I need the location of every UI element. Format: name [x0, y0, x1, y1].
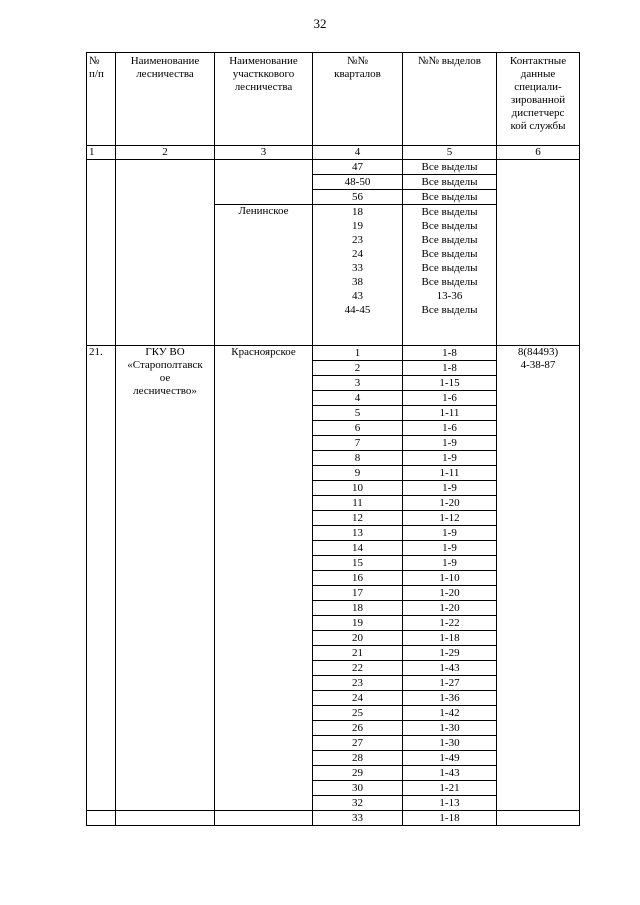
- sections-cell: 13-36: [403, 289, 497, 303]
- quarter-cell: 43: [313, 289, 403, 303]
- sections-cell: 1-18: [403, 631, 497, 646]
- quarter-cell: [313, 317, 403, 331]
- sections-cell: Все выделы: [403, 275, 497, 289]
- sections-cell: 1-20: [403, 601, 497, 616]
- table-row: [87, 346, 580, 361]
- page-number: 32: [313, 16, 327, 31]
- quarter-cell: 15: [313, 556, 403, 571]
- quarter-cell: 2: [313, 361, 403, 376]
- quarter-cell: 47: [313, 160, 403, 175]
- header-contact: Контактные данные специали- зированной диспетчерс кой службы: [497, 53, 580, 146]
- entry-number: 21.: [87, 346, 116, 811]
- sections-cell: 1-22: [403, 616, 497, 631]
- sections-cell: 1-49: [403, 751, 497, 766]
- quarter-cell: 1: [313, 346, 403, 361]
- sections-cell: Все выделы: [403, 219, 497, 233]
- district-name: Красноярское: [215, 346, 313, 811]
- quarter-cell: 12: [313, 511, 403, 526]
- forestry-cell: [116, 160, 215, 346]
- forestry-table: [86, 52, 580, 826]
- quarter-cell: 11: [313, 496, 403, 511]
- sections-cell: 1-18: [403, 811, 497, 826]
- quarter-cell: 21: [313, 646, 403, 661]
- sections-cell: 1-43: [403, 766, 497, 781]
- sections-cell: 1-30: [403, 736, 497, 751]
- sections-cell: 1-20: [403, 586, 497, 601]
- quarter-cell: 27: [313, 736, 403, 751]
- sections-cell: 1-6: [403, 391, 497, 406]
- sections-cell: Все выделы: [403, 205, 497, 220]
- quarter-cell: 7: [313, 436, 403, 451]
- sections-cell: 1-8: [403, 361, 497, 376]
- sections-cell: 1-15: [403, 376, 497, 391]
- quarter-cell: 33: [313, 811, 403, 826]
- column-number: 4: [313, 146, 403, 160]
- header-district: Наименование участккового лесничества: [215, 53, 313, 146]
- table-row: [87, 811, 580, 826]
- quarter-cell: 24: [313, 691, 403, 706]
- quarter-cell: 18: [313, 601, 403, 616]
- quarter-cell: 26: [313, 721, 403, 736]
- quarter-cell: 19: [313, 616, 403, 631]
- column-number-row: [87, 146, 580, 160]
- column-number: 5: [403, 146, 497, 160]
- quarter-cell: 25: [313, 706, 403, 721]
- quarter-cell: 13: [313, 526, 403, 541]
- sections-cell: 1-9: [403, 436, 497, 451]
- sections-cell: Все выделы: [403, 233, 497, 247]
- column-number: 3: [215, 146, 313, 160]
- sections-cell: 1-6: [403, 421, 497, 436]
- sections-cell: 1-9: [403, 451, 497, 466]
- quarter-cell: 20: [313, 631, 403, 646]
- sections-cell: Все выделы: [403, 303, 497, 317]
- column-number: 2: [116, 146, 215, 160]
- sections-cell: 1-11: [403, 466, 497, 481]
- quarter-cell: 23: [313, 676, 403, 691]
- quarter-cell: 38: [313, 275, 403, 289]
- quarter-cell: 29: [313, 766, 403, 781]
- sections-cell: 1-13: [403, 796, 497, 811]
- sections-cell: 1-9: [403, 526, 497, 541]
- sections-cell: 1-36: [403, 691, 497, 706]
- quarter-cell: 6: [313, 421, 403, 436]
- sections-cell: [403, 331, 497, 346]
- district-cell: [215, 811, 313, 826]
- quarter-cell: 23: [313, 233, 403, 247]
- quarter-cell: 48-50: [313, 175, 403, 190]
- quarter-cell: 30: [313, 781, 403, 796]
- quarter-cell: 24: [313, 247, 403, 261]
- sections-cell: Все выделы: [403, 190, 497, 205]
- sections-cell: 1-27: [403, 676, 497, 691]
- column-number: 6: [497, 146, 580, 160]
- sections-cell: Все выделы: [403, 160, 497, 175]
- sections-cell: 1-42: [403, 706, 497, 721]
- sections-cell: [403, 317, 497, 331]
- sections-cell: Все выделы: [403, 175, 497, 190]
- table-row: [87, 160, 580, 175]
- header-row: [87, 53, 580, 146]
- sections-cell: 1-8: [403, 346, 497, 361]
- sections-cell: 1-10: [403, 571, 497, 586]
- sections-cell: 1-20: [403, 496, 497, 511]
- sections-cell: 1-21: [403, 781, 497, 796]
- column-number: 1: [87, 146, 116, 160]
- sections-cell: 1-9: [403, 556, 497, 571]
- quarter-cell: 14: [313, 541, 403, 556]
- contact-cell: [497, 811, 580, 826]
- sections-cell: 1-30: [403, 721, 497, 736]
- quarter-cell: 17: [313, 586, 403, 601]
- sections-cell: 1-11: [403, 406, 497, 421]
- number-cell: [87, 811, 116, 826]
- header-number: № п/п: [87, 53, 116, 146]
- number-cell: [87, 160, 116, 346]
- header-quarters: №№ кварталов: [313, 53, 403, 146]
- quarter-cell: 18: [313, 205, 403, 220]
- contact-cell: [497, 160, 580, 346]
- sections-cell: 1-9: [403, 541, 497, 556]
- sections-cell: 1-9: [403, 481, 497, 496]
- sections-cell: Все выделы: [403, 261, 497, 275]
- quarter-cell: 8: [313, 451, 403, 466]
- quarter-cell: 56: [313, 190, 403, 205]
- quarter-cell: 5: [313, 406, 403, 421]
- quarter-cell: 4: [313, 391, 403, 406]
- sections-cell: Все выделы: [403, 247, 497, 261]
- quarter-cell: 10: [313, 481, 403, 496]
- quarter-cell: 9: [313, 466, 403, 481]
- quarter-cell: [313, 331, 403, 346]
- sections-cell: 1-43: [403, 661, 497, 676]
- quarter-cell: 28: [313, 751, 403, 766]
- quarter-cell: 33: [313, 261, 403, 275]
- header-forestry: Наименование лесничества: [116, 53, 215, 146]
- quarter-cell: 19: [313, 219, 403, 233]
- sections-cell: 1-29: [403, 646, 497, 661]
- district-cell: Ленинское: [215, 205, 313, 346]
- sections-cell: 1-12: [403, 511, 497, 526]
- header-sections: №№ выделов: [403, 53, 497, 146]
- district-cell: [215, 160, 313, 205]
- forestry-cell: [116, 811, 215, 826]
- forestry-name: ГКУ ВО «Старополтавск ое лесничество»: [116, 346, 215, 811]
- quarter-cell: 22: [313, 661, 403, 676]
- quarter-cell: 16: [313, 571, 403, 586]
- quarter-cell: 44-45: [313, 303, 403, 317]
- contact-phone: 8(84493) 4-38-87: [497, 346, 580, 811]
- quarter-cell: 32: [313, 796, 403, 811]
- quarter-cell: 3: [313, 376, 403, 391]
